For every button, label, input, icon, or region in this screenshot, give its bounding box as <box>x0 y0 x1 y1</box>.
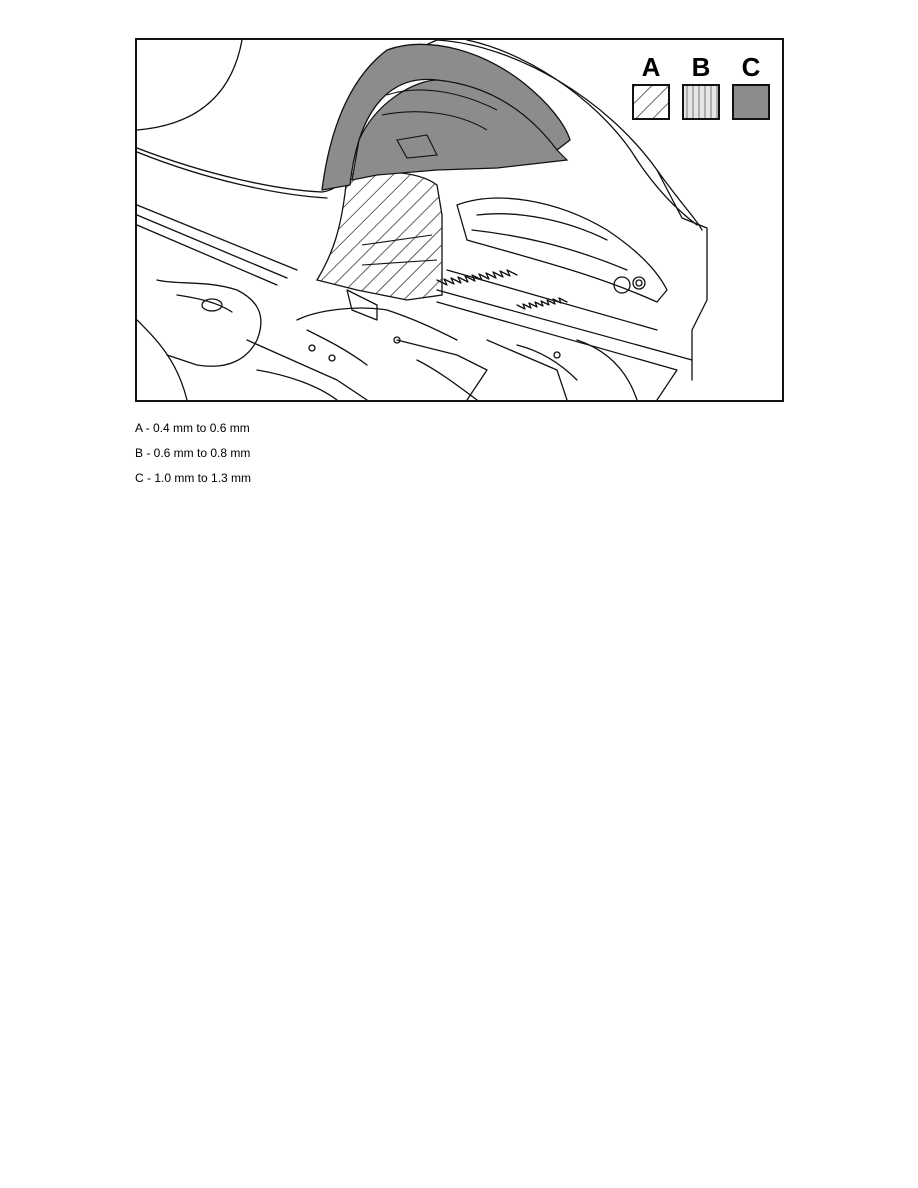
legend-swatch-c <box>732 84 770 120</box>
vehicle-body-illustration <box>135 38 784 402</box>
thickness-captions <box>135 416 251 491</box>
caption-a: A - 0.4 mm to 0.6 mm <box>135 421 250 435</box>
vertical-lines-icon <box>684 86 718 118</box>
caption-b: B - 0.6 mm to 0.8 mm <box>135 446 251 460</box>
legend-letter-b: B <box>691 52 711 82</box>
legend-letter-c: C <box>741 52 761 82</box>
legend-swatch-b <box>682 84 720 120</box>
caption-c: C - 1.0 mm to 1.3 mm <box>135 471 252 485</box>
legend-letter-a: A <box>641 52 661 82</box>
diagonal-hatch-icon <box>634 86 668 118</box>
legend-swatch-a <box>632 84 670 120</box>
